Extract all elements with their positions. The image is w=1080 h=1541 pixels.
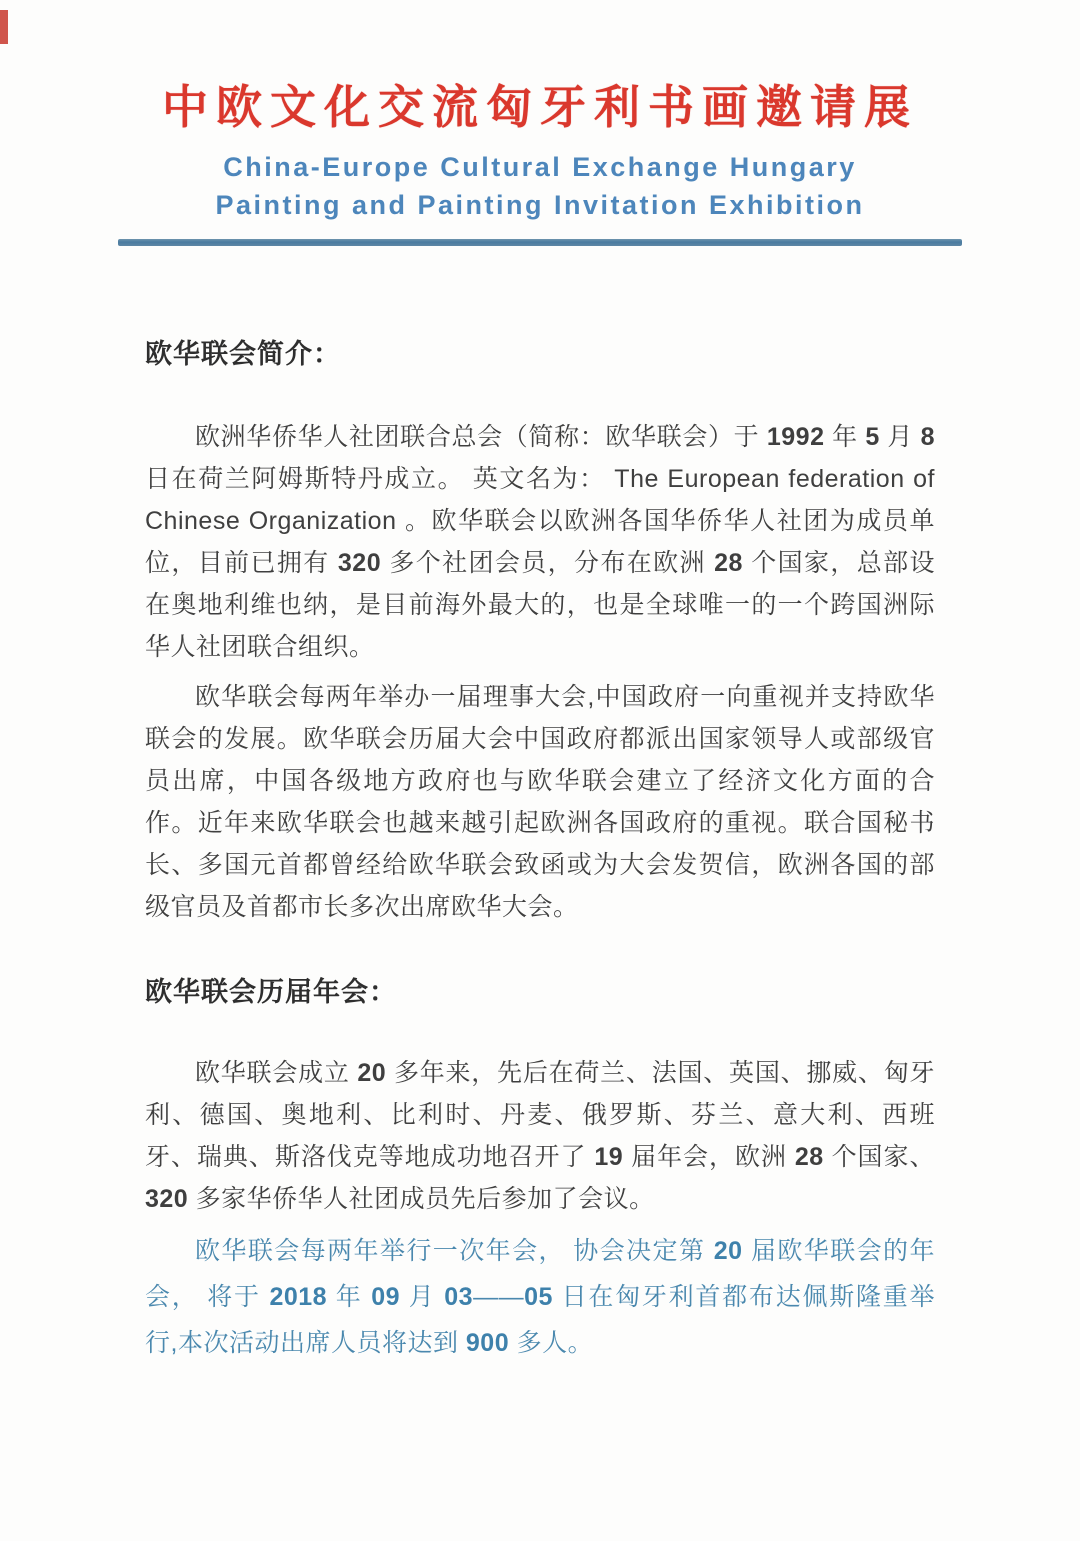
document-body [0, 338, 1080, 1366]
section-annual-meetings-heading: 欧华联会历届年会： [145, 977, 397, 1007]
page-subtitle-line2: Painting and Painting Invitation Exhibition [215, 190, 865, 220]
page-title: 中欧文化交流匈牙利书画邀请展 [162, 81, 918, 133]
section-intro-heading: 欧华联会简介： [145, 339, 341, 369]
intro-paragraph-1: 欧洲华侨华人社团联合总会（简称：欧华联会）于 1992 年 5 月 8 日在荷兰阿姆斯特丹成立。 英文名为： The European federation of Chinese Organization 。欧华联会以欧洲各国华侨华人社团为成员单位，目前已拥有 320 多个社团会员，分布在欧洲 28 个国家，总部设在奥地利维也纳，是目前海外最大的，也是全球唯一的一个跨国洲际华人社团联合组织。 [145, 423, 935, 661]
document-header [0, 0, 1080, 246]
page-subtitle-line1: China-Europe Cultural Exchange Hungary [223, 152, 857, 182]
annual-meetings-paragraph: 欧华联会成立 20 多年来，先后在荷兰、法国、英国、挪威、匈牙利、德国、奥地利、比利时、丹麦、俄罗斯、芬兰、意大利、西班牙、瑞典、斯洛伐克等地成功地召开了 19 届年会，欧洲 28 个国家、320 多家华侨华人社团成员先后参加了会议。 [145, 1059, 936, 1213]
corner-mark [0, 10, 8, 44]
header-divider [118, 239, 962, 246]
annual-meetings-highlight-paragraph: 欧华联会每两年举行一次年会， 协会决定第 20 届欧华联会的年会， 将于 2018 年 09 月 03——05 日在匈牙利首都布达佩斯隆重举行,本次活动出席人员将达到 900 多人。 [145, 1237, 935, 1357]
intro-paragraph-2: 欧华联会每两年举办一届理事大会,中国政府一向重视并支持欧华联会的发展。欧华联会历届大会中国政府都派出国家领导人或部级官员出席，中国各级地方政府也与欧华联会建立了经济文化方面的合作。近年来欧华联会也越来越引起欧洲各国政府的重视。联合国秘书长、多国元首都曾经给欧华联会致函或为大会发贺信，欧洲各国的部级官员及首都市长多次出席欧华大会。 [145, 683, 935, 921]
